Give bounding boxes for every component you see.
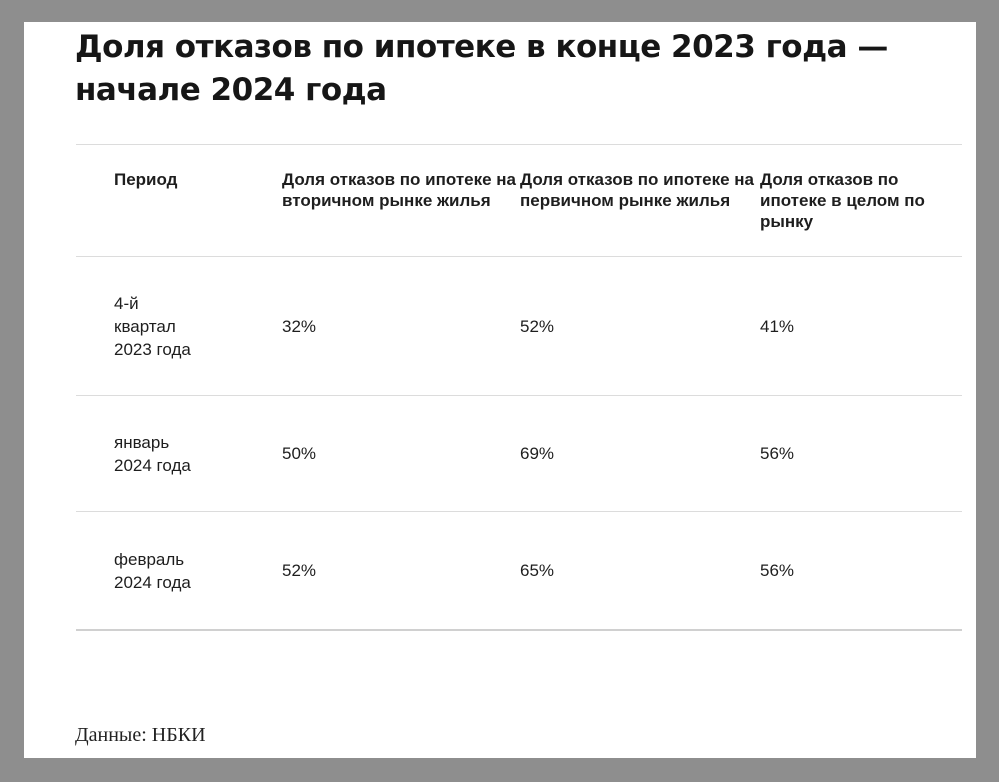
header-primary-market: Доля отказов по ипотеке на первичном рынке жилья [520,170,755,210]
cell-primary-value: 52% [520,316,555,336]
cell-period [76,512,282,631]
period-label: январь 2024 года [114,432,191,475]
cell-overall-value: 56% [760,561,795,580]
cell-secondary-value: 50% [282,444,317,463]
cell-secondary-value: 52% [282,561,317,580]
header-secondary-market: Доля отказов по ипотеке на вторичном рынке жилья [282,170,517,210]
table-row [76,396,962,512]
cell-primary-value: 65% [520,561,555,580]
header-overall-market: Доля отказов по ипотеке в целом по рынку [760,170,925,231]
cell-overall-value: 41% [760,316,795,336]
period-label: февраль 2024 года [114,549,191,592]
table-row [76,257,962,396]
header-period: Период [114,170,178,189]
cell-period [76,257,282,396]
cell-secondary-value: 32% [282,316,317,336]
card [24,22,976,758]
data-table [76,144,962,631]
cell-primary-value: 69% [520,444,555,463]
cell-overall-value: 56% [760,444,795,463]
table-header-row [76,145,962,257]
table-row [76,512,962,631]
source-note: Данные: НБКИ [75,724,206,746]
period-label: 4-й квартал 2023 года [114,293,191,359]
page-title: Доля отказов по ипотеке в конце 2023 года — начале 2024 года [75,29,888,108]
cell-period [76,396,282,512]
